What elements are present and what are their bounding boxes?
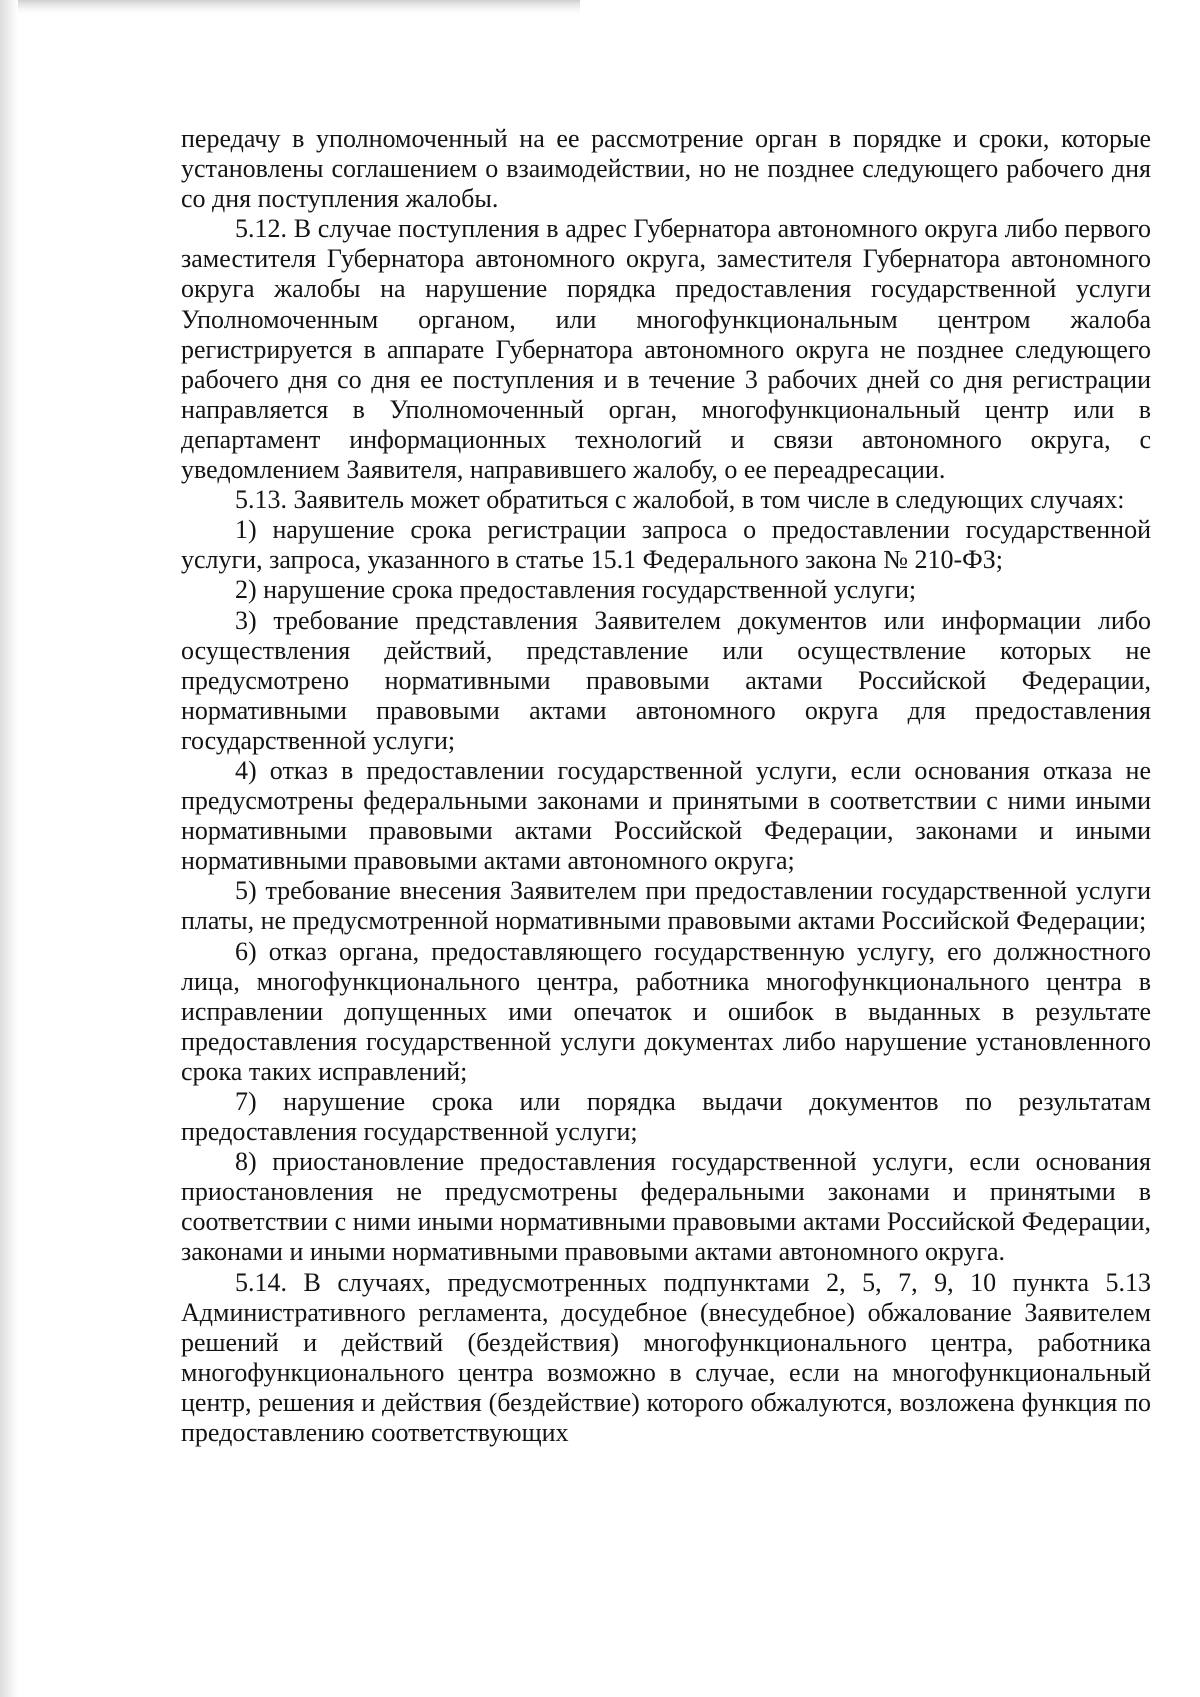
list-item-8: 8) приостановление предоставления государственной услуги, если основания приостановления не предусмотрены федеральными законами и принятыми в соответствии с ними иными нормативными правовыми актами Российской Федерации, законами и иными нормативными правовыми актами автономного округа. (181, 1147, 1151, 1267)
paragraph-continuation: передачу в уполномоченный на ее рассмотрение орган в порядке и сроки, которые установлены соглашением о взаимодействии, но не позднее следующего рабочего дня со дня поступления жалобы. (181, 124, 1151, 214)
list-item-2: 2) нарушение срока предоставления государственной услуги; (235, 575, 917, 605)
scan-shadow-left (0, 0, 18, 1697)
list-item-4: 4) отказ в предоставлении государственной услуги, если основания отказа не предусмотрены федеральными законами и принятыми в соответствии с ними иными нормативными правовыми актами Российской Федерации, законами и иными нормативными правовыми актами автономного округа; (181, 755, 1151, 876)
document-body (181, 124, 1151, 1448)
paragraph-5-13: 5.13. Заявитель может обратиться с жалобой, в том числе в следующих случаях: (235, 485, 1125, 515)
scan-shadow-top (0, 0, 580, 14)
list-item-3: 3) требование представления Заявителем документов или информации либо осуществления действий, представление или осуществление которых не предусмотрено нормативными правовыми актами Российской Федерации, нормативными правовыми актами автономного округа для предоставления государственной услуги; (181, 605, 1151, 755)
list-item-1: 1) нарушение срока регистрации запроса о предоставлении государственной услуги, запроса, указанного в статье 15.1 Федерального закона № 210-ФЗ; (181, 515, 1151, 575)
paragraph-5-14: 5.14. В случаях, предусмотренных подпунктами 2, 5, 7, 9, 10 пункта 5.13 Административного регламента, досудебное (внесудебное) обжалование Заявителем решений и действий (бездействия) многофункционального центра, работника многофункционального центра возможно в случае, если на многофункциональный центр, решения и действия (бездействие) которого обжалуются, возложена функция по предоставлению соответствующих (181, 1267, 1151, 1448)
list-item-5: 5) требование внесения Заявителем при предоставлении государственной услуги платы, не предусмотренной нормативными правовыми актами Российской Федерации; (181, 876, 1151, 936)
list-item-6: 6) отказ органа, предоставляющего государственную услугу, его должностного лица, многофункционального центра, работника многофункционального центра в исправлении допущенных ими опечаток и ошибок в выданных в результате предоставления государственной услуги документах либо нарушение установленного срока таких исправлений; (181, 936, 1151, 1086)
paragraph-5-12: 5.12. В случае поступления в адрес Губернатора автономного округа либо первого заместителя Губернатора автономного округа, заместителя Губернатора автономного округа жалобы на нарушение порядка предоставления государственной услуги Уполномоченным органом, или многофункциональным центром жалоба регистрируется в аппарате Губернатора автономного округа не позднее следующего рабочего дня со дня ее поступления и в течение 3 рабочих дней со дня регистрации направляется в Уполномоченный орган, многофункциональный центр или в департамент информационных технологий и связи автономного округа, с уведомлением Заявителя, направившего жалобу, о ее переадресации. (181, 214, 1151, 485)
list-item-7: 7) нарушение срока или порядка выдачи документов по результатам предоставления государственной услуги; (181, 1087, 1151, 1147)
